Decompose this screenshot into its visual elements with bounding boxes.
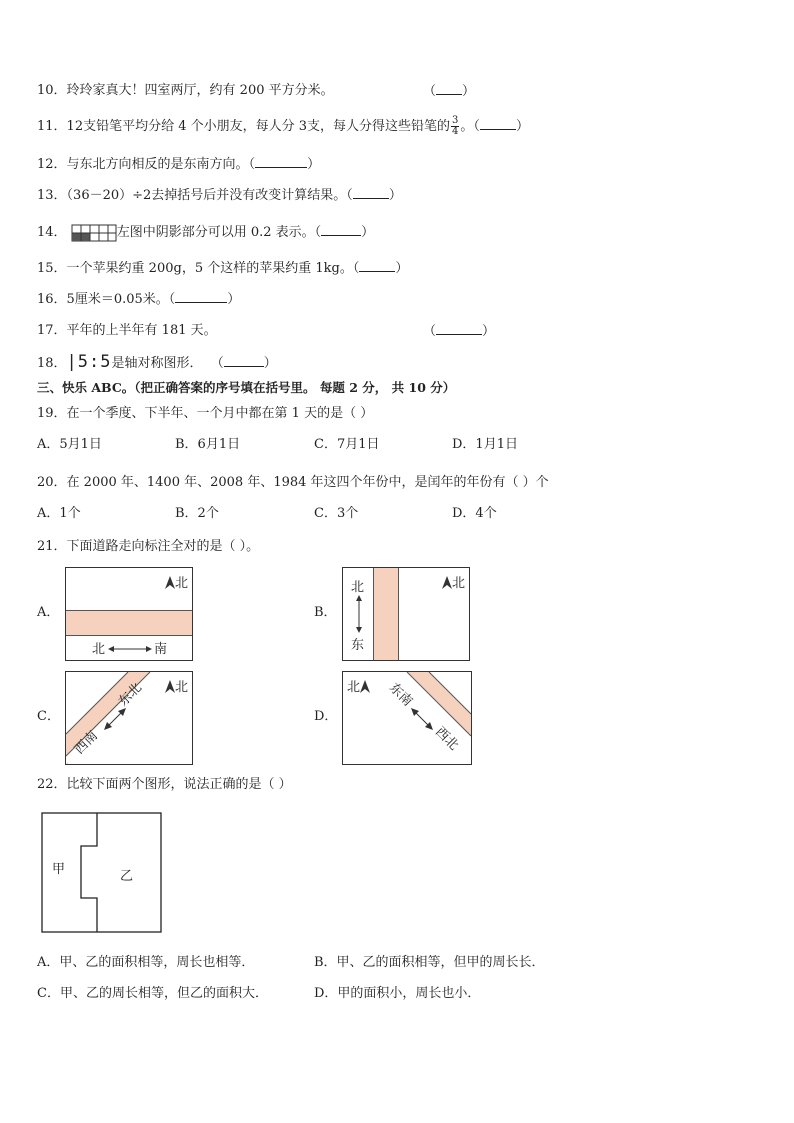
figure-label-yi: 乙 [120,869,134,884]
answer-paren-close: ） [263,356,277,371]
question-text: 平年的上半年有 181 天。 [66,323,217,338]
q20-option-d[interactable]: D．4个 [452,506,497,521]
road-label-left: 北 [92,642,106,657]
question-number: 14． [37,225,67,240]
question-17 [37,322,217,340]
answer-paren-close: ） [361,225,375,240]
answer-paren-close: ） [395,261,409,276]
north-indicator: 北 [165,676,188,695]
question-11 [37,116,529,137]
q20-option-c[interactable]: C．3个 [314,506,359,521]
digital-digits-figure: |5:5 [66,352,112,372]
question-number: 18． [37,356,67,371]
answer-paren-10[interactable]: （ ） [423,84,476,99]
map-b[interactable] [342,567,470,661]
map-d[interactable] [342,671,472,765]
q19-option-a[interactable]: A．5月1日 [37,437,102,452]
question-21-stem: 21．下面道路走向标注全对的是（ ）。 [37,539,260,554]
question-number: 17． [37,323,67,338]
question-number: 12． [37,157,67,172]
q22-option-b[interactable]: B．甲、乙的面积相等，但甲的周长长． [314,955,545,970]
answer-blank[interactable] [359,259,395,272]
q22-option-c[interactable]: C．甲、乙的周长相等，但乙的面积大． [37,986,268,1001]
question-text: 是轴对称图形． [111,356,203,371]
answer-blank[interactable] [224,354,264,367]
north-arrow-icon [165,680,175,693]
answer-paren-open[interactable]: （ [248,157,256,172]
double-arrow-icon [104,708,126,730]
answer-paren-open[interactable]: （ [210,356,224,371]
answer-paren-close: ） [307,157,321,172]
q19-option-b[interactable]: B．6月1日 [175,437,241,452]
answer-paren-17[interactable]: （ ） [423,324,496,339]
north-arrow-icon [165,576,175,589]
road-vertical [373,568,399,660]
north-arrow-icon [442,576,452,589]
fraction-numerator: 3 [452,115,459,126]
answer-paren-open[interactable]: （ [314,225,322,240]
answer-paren-open[interactable]: （ [352,261,360,276]
road-label-upper: 东北 [115,680,145,710]
answer-paren-open[interactable]: （ [168,292,176,307]
answer-blank[interactable] [321,223,361,236]
question-text: 一个苹果约重 200g，5 个这样的苹果约重 1kg。 [66,261,353,276]
answer-blank[interactable] [255,155,307,168]
map-a[interactable] [65,567,193,661]
q20-option-b[interactable]: B．2个 [175,506,219,521]
question-10 [37,82,334,100]
question-text: 左图中阴影部分可以用 0.2 表示。 [116,225,315,240]
question-number: 16． [37,292,67,307]
question-15 [37,259,408,278]
answer-blank[interactable] [436,82,462,95]
question-20-stem: 20．在 2000 年、1400 年、2008 年、1984 年这四个年份中，是闰年的年份有（ ）个 [37,475,549,490]
north-indicator: 北 [442,572,465,591]
question-number: 10． [37,83,67,98]
q21-option-a-label[interactable]: A． [37,605,60,620]
double-arrow-icon [354,595,364,633]
shaded-grid-figure [71,224,117,242]
question-number: 13． [37,188,67,203]
question-text: 玲玲家真大！四室两厅，约有 200 平方分米。 [66,83,334,98]
road-horizontal [66,610,192,636]
q19-option-c[interactable]: C．7月1日 [314,437,380,452]
road-label-lower: 西南 [71,728,101,758]
answer-blank[interactable] [353,186,389,199]
q22-option-a[interactable]: A．甲、乙的面积相等，周长也相等． [37,955,255,970]
question-text-end: 。 [460,119,474,134]
north-arrow-icon [360,680,370,693]
figure-label-jia: 甲 [52,862,66,877]
road-label-upper: 东南 [386,680,416,710]
question-number: 15． [37,261,67,276]
question-text: （36－20）÷2去掉括号后并没有改变计算结果。 [66,188,347,203]
question-text: 5厘米＝0.05米。 [66,292,169,307]
question-14 [37,223,374,242]
answer-blank[interactable] [175,290,227,303]
section-title: 三、快乐 ABC。（把正确答案的序号填在括号里。 每题 2 分， 共 10 分） [37,380,456,395]
question-text: 12支铅笔平均分给 4 个小朋友，每人分 3支，每人分得这些铅笔的 [66,119,451,134]
question-22-stem: 22．比较下面两个图形，说法正确的是（ ） [37,777,292,792]
answer-blank[interactable] [436,322,482,335]
answer-paren-open[interactable]: （ [473,119,480,134]
road-label-right: 南 [154,642,168,657]
double-arrow-icon [411,708,433,730]
q21-option-d-label[interactable]: D． [314,709,338,724]
north-indicator: 北 [165,572,188,591]
q22-option-d[interactable]: D．甲的面积小，周长也小． [314,986,481,1001]
answer-blank[interactable] [480,117,516,130]
question-12 [37,155,320,174]
double-arrow-icon [108,644,152,654]
answer-paren-close: ） [388,188,402,203]
question-13 [37,186,402,205]
answer-paren-open[interactable]: （ [346,188,353,203]
question-number: 11． [37,119,67,134]
q21-option-b-label[interactable]: B． [314,605,337,620]
question-16 [37,290,240,309]
road-label-bottom: 东 [351,638,365,653]
road-label-top: 北 [351,580,365,595]
answer-paren-close: ） [227,292,241,307]
q19-option-d[interactable]: D．1月1日 [452,437,518,452]
question-text: 与东北方向相反的是东南方向。 [66,157,249,172]
road-label-lower: 西北 [432,724,462,754]
north-indicator: 北 [347,676,370,695]
question-19-stem: 19．在一个季度、下半年、一个月中都在第 1 天的是（ ） [37,406,374,421]
map-c[interactable] [65,671,193,765]
q21-option-c-label[interactable]: C． [37,709,60,724]
fraction-denominator: 4 [452,126,459,137]
fraction [451,116,459,137]
q20-option-a[interactable]: A．1个 [37,506,81,521]
answer-paren-close: ） [515,119,529,134]
question-18 [37,353,277,373]
